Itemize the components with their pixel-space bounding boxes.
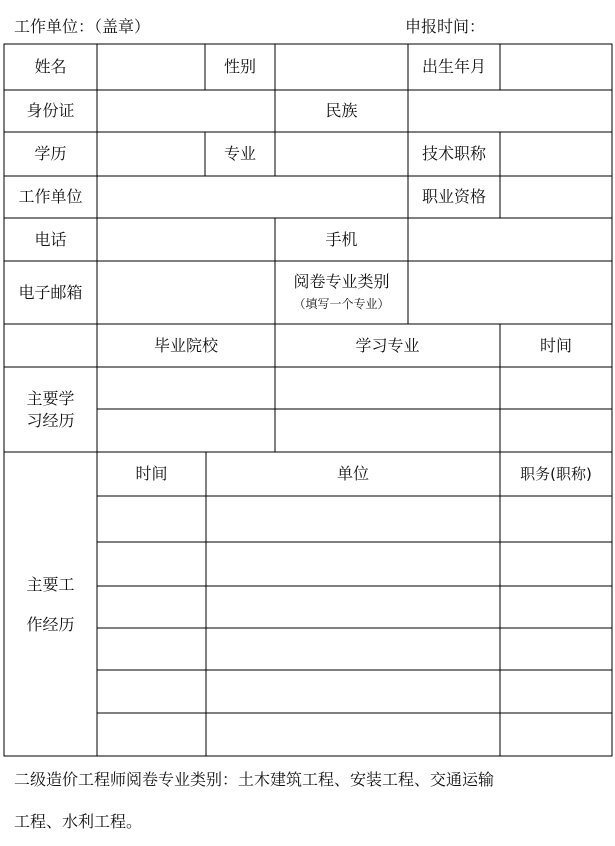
label-birth: 出生年月	[421, 57, 486, 76]
label-work-unit: 工作单位	[18, 187, 83, 206]
work-section-label	[4, 560, 97, 650]
label-id-card: 身份证	[26, 101, 75, 120]
header-date-label: 申报时间：	[405, 17, 486, 36]
study-label-line2: 习经历	[26, 410, 75, 430]
label-mobile: 手机	[325, 229, 358, 249]
footer-note-line2: 工程、水利工程。	[14, 812, 143, 831]
label-qualification: 职业资格	[421, 187, 486, 206]
label-gender: 性别	[223, 57, 256, 76]
label-email: 电子邮箱	[18, 282, 83, 302]
footer-note-line1: 二级造价工程师阅卷专业类别：土木建筑工程、安装工程、交通运输	[14, 770, 495, 789]
label-education: 学历	[34, 144, 67, 163]
work-header-unit: 单位	[336, 464, 369, 483]
study-header-school: 毕业院校	[153, 335, 218, 355]
label-phone: 电话	[34, 229, 67, 249]
label-category-hint: （填写一个专业）	[293, 296, 390, 311]
work-label-line2: 作经历	[26, 615, 75, 634]
work-header-time: 时间	[135, 464, 168, 483]
work-header-position: 职务(职称)	[520, 465, 592, 483]
work-label-line1: 主要工	[26, 575, 75, 594]
label-category: 阅卷专业类别	[293, 271, 390, 291]
header-unit-label: 工作单位：（盖章）	[14, 17, 151, 36]
label-category-cell	[275, 261, 408, 324]
label-major: 专业	[223, 144, 256, 163]
study-header-major: 学习专业	[355, 335, 420, 355]
label-ethnicity: 民族	[325, 101, 358, 120]
study-header-time: 时间	[539, 335, 572, 355]
study-section-label	[4, 367, 97, 452]
study-label-line1: 主要学	[26, 388, 75, 408]
label-tech-title: 技术职称	[421, 144, 486, 163]
label-name: 姓名	[34, 57, 67, 76]
